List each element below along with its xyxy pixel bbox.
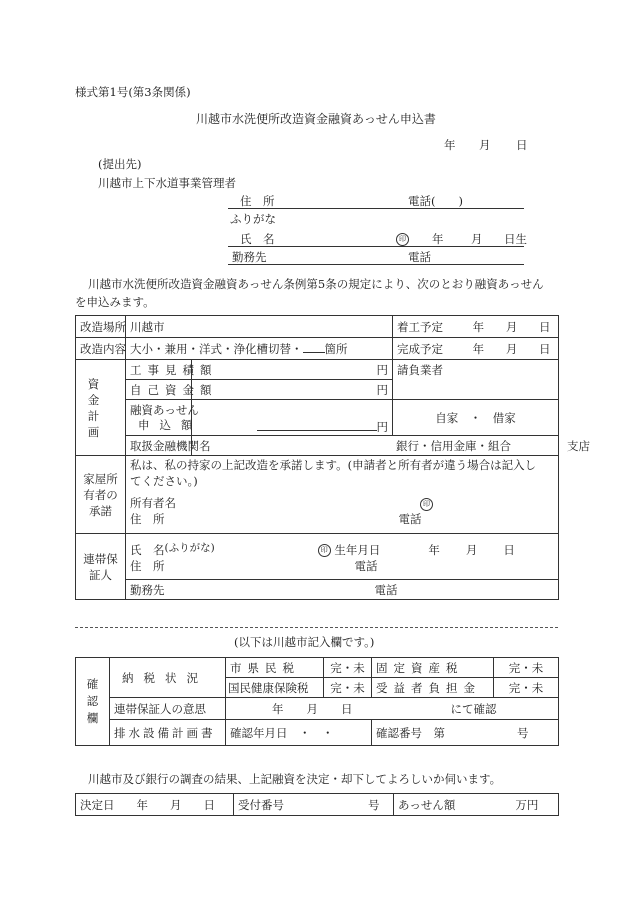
complete-date[interactable]: 完成予定 年 月 日 [393, 338, 559, 360]
decision-table [75, 793, 559, 816]
beneficiary-label: 受益者負担金 [372, 678, 494, 698]
estimate-value[interactable]: 円 [192, 360, 393, 380]
city-note: (以下は川越市記入欄です。) [234, 635, 375, 649]
contractor-field[interactable]: 請負業者 [393, 360, 559, 400]
furigana-label: ふりがな [230, 212, 276, 226]
guarantor-info[interactable]: 氏 名(ふりがな) 印 生年月日 年 月 日 住 所 電話 [126, 534, 559, 580]
city-tax-status[interactable]: 完・未 [324, 658, 372, 678]
applicant-seal: 印 [396, 231, 409, 246]
receipt-number[interactable]: 受付番号 号 [234, 794, 394, 816]
loan-value[interactable]: 円 [192, 400, 393, 436]
page-title: 川越市水洗便所改造資金融資あっせん申込書 [196, 112, 436, 126]
work-phone-label: 電話 [408, 250, 431, 264]
content-value[interactable]: 大小・兼用・洋式・浄化槽切替・ 箇所 [126, 338, 393, 360]
date-day: 日 [516, 138, 528, 152]
own-funds-value[interactable]: 円 [192, 380, 393, 400]
drainage-plan-label: 排水設備計画書 [110, 720, 226, 746]
place-value[interactable]: 川越市 [126, 316, 393, 338]
dashed-divider [75, 627, 558, 628]
owner-consent[interactable]: 私は、私の持家の上記改造を承諾します。(申請者と所有者が違う場合は記入し てください。) 所有者名 印 住 所 電話 [126, 456, 559, 534]
house-options[interactable]: 自家 ・ 借家 [393, 400, 559, 436]
beneficiary-status[interactable]: 完・未 [494, 678, 559, 698]
date-month: 月 [479, 138, 491, 152]
applicant-phone-label: 電話( ) [408, 194, 463, 208]
birth-month: 月 [471, 232, 483, 246]
workplace-label: 勤務先 [232, 250, 267, 264]
name-line [228, 246, 524, 247]
confirm-section-label: 確認欄 [76, 658, 110, 746]
applicant-address-label: 住 所 [240, 194, 275, 208]
mediation-amount[interactable]: あっせん額 万円 [394, 794, 559, 816]
tax-status-label: 納税状況 [110, 658, 226, 698]
application-table [75, 315, 590, 600]
submit-to-label: (提出先) [98, 157, 142, 171]
health-tax-status[interactable]: 完・未 [324, 678, 372, 698]
confirm-date-field[interactable]: 確認年月日 ・ ・ [226, 720, 372, 746]
closing-text: 川越市及び銀行の調査の結果、上記融資を決定・却下してよろしいか伺います。 [88, 772, 502, 786]
workplace-line [228, 264, 524, 265]
intro-line-1: 川越市水洗便所改造資金融資あっせん条例第5条の規定により、次のとおり融資あっせん [88, 277, 544, 291]
birth-day: 日生 [504, 232, 527, 246]
estimate-label: 工事見積額 [126, 360, 192, 380]
owner-seal: 印 [420, 498, 433, 511]
property-tax-label: 固定資産税 [372, 658, 494, 678]
property-tax-status[interactable]: 完・未 [494, 658, 559, 678]
birth-year: 年 [432, 232, 444, 246]
bank-field[interactable]: 銀行・信用金庫・組合 支店 [192, 436, 559, 456]
own-funds-label: 自己資金額 [126, 380, 192, 400]
intro-line-2: を申込みます。 [75, 295, 155, 309]
content-label: 改造内容 [76, 338, 126, 360]
loan-label: 融資あっせん 申込額 [126, 400, 192, 436]
address-line [228, 208, 524, 209]
health-tax-label: 国民健康保険税 [226, 678, 324, 698]
guarantor-label: 連帯保証人 [76, 534, 126, 600]
place-label: 改造場所 [76, 316, 126, 338]
funds-label: 資金計画 [76, 360, 126, 456]
applicant-name-label: 氏 名 [240, 232, 275, 246]
form-number: 様式第1号(第3条関係) [75, 85, 191, 99]
bank-label: 取扱金融機関名 [126, 436, 192, 456]
guarantor-work[interactable]: 勤務先 電話 [126, 580, 559, 600]
confirm-number-field[interactable]: 確認番号 第 号 [372, 720, 559, 746]
guarantor-intent-label: 連帯保証人の意思 [110, 698, 226, 720]
city-tax-label: 市県民税 [226, 658, 324, 678]
recipient: 川越市上下水道事業管理者 [98, 176, 236, 190]
decision-date[interactable]: 決定日 年 月 日 [76, 794, 234, 816]
date-year: 年 [444, 138, 456, 152]
guarantor-intent-field[interactable]: 年 月 日 にて確認 [226, 698, 559, 720]
start-date[interactable]: 着工予定 年 月 日 [393, 316, 559, 338]
confirmation-table [75, 657, 559, 746]
owner-section-label: 家屋所有者の承諾 [76, 456, 126, 534]
